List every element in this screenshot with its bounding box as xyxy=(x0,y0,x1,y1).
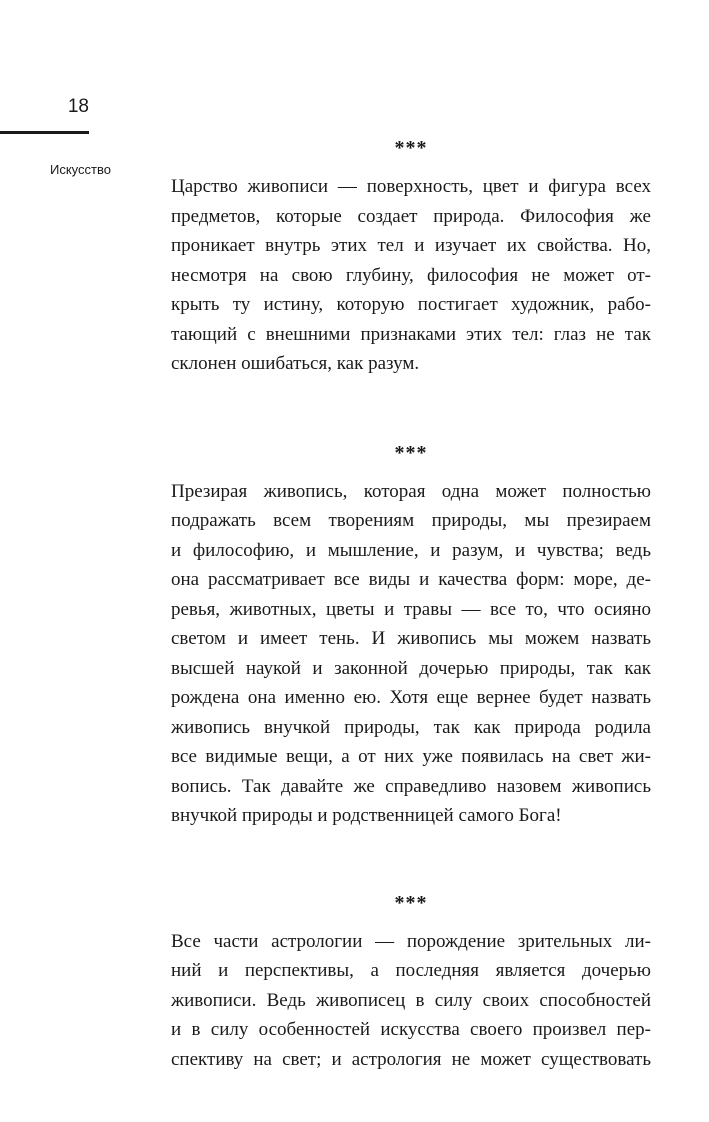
section-separator: *** xyxy=(394,891,428,914)
text-line: живописи. Ведь живописец в силу своих способностей xyxy=(171,989,651,1011)
text-line: все видимые вещи, а от них уже появилась на свет жи- xyxy=(171,746,651,767)
text-line: Все части астрологии — порождение зрительных ли- xyxy=(171,930,651,952)
text-line: и в силу особенностей искусства своего произвел пер- xyxy=(171,1019,651,1040)
text-line: проникает внутрь этих тел и изучает их свойства. Но, xyxy=(171,235,651,256)
text-line: рождена она именно ею. Хотя еще вернее будет назвать xyxy=(171,687,651,708)
text-line: Царство живописи — поверхность, цвет и фигура всех xyxy=(171,176,651,197)
section-separator: *** xyxy=(394,137,428,159)
text-line: светом и имеет тень. И живопись мы можем назвать xyxy=(171,628,651,649)
paragraph-2 xyxy=(171,477,651,831)
text-line: ревья, животных, цветы и травы — все то, что осияно xyxy=(171,598,651,620)
text-line: несмотря на свою глубину, философия не может от- xyxy=(171,264,651,286)
section-separator: *** xyxy=(394,441,428,464)
section-label: Искусство xyxy=(50,162,111,177)
page-number-rule xyxy=(0,131,89,134)
text-column xyxy=(171,128,651,1074)
text-line: подражать всем творениям природы, мы презираем xyxy=(171,510,651,531)
text-line: вопись. Так давайте же справедливо назовем живопись xyxy=(171,775,651,797)
paragraph-3 xyxy=(171,927,651,1075)
text-line: и философию, и мышление, и разум, и чувства; ведь xyxy=(171,539,651,561)
text-line: крыть ту истину, которую постигает художник, рабо- xyxy=(171,294,651,315)
text-line: Презирая живопись, которая одна может полностью xyxy=(171,480,651,502)
paragraph-1 xyxy=(171,172,651,379)
text-line: предметов, которые создает природа. Философия же xyxy=(171,205,651,227)
text-line: спективу на свет; и астрология не может существовать xyxy=(171,1048,651,1070)
text-line: высшей наукой и законной дочерью природы, так как xyxy=(171,657,651,679)
text-line: склонен ошибаться, как разум. xyxy=(171,353,420,374)
text-line: тающий с внешними признаками этих тел: глаз не так xyxy=(171,323,651,345)
text-line: ний и перспективы, а последняя является дочерью xyxy=(171,960,651,981)
text-line: внучкой природы и родственницей самого Бога! xyxy=(171,805,562,826)
text-line: живопись внучкой природы, так как природа родила xyxy=(171,716,651,738)
text-line: она рассматривает все виды и качества форм: море, де- xyxy=(171,569,651,590)
page-number: 18 xyxy=(67,96,89,117)
